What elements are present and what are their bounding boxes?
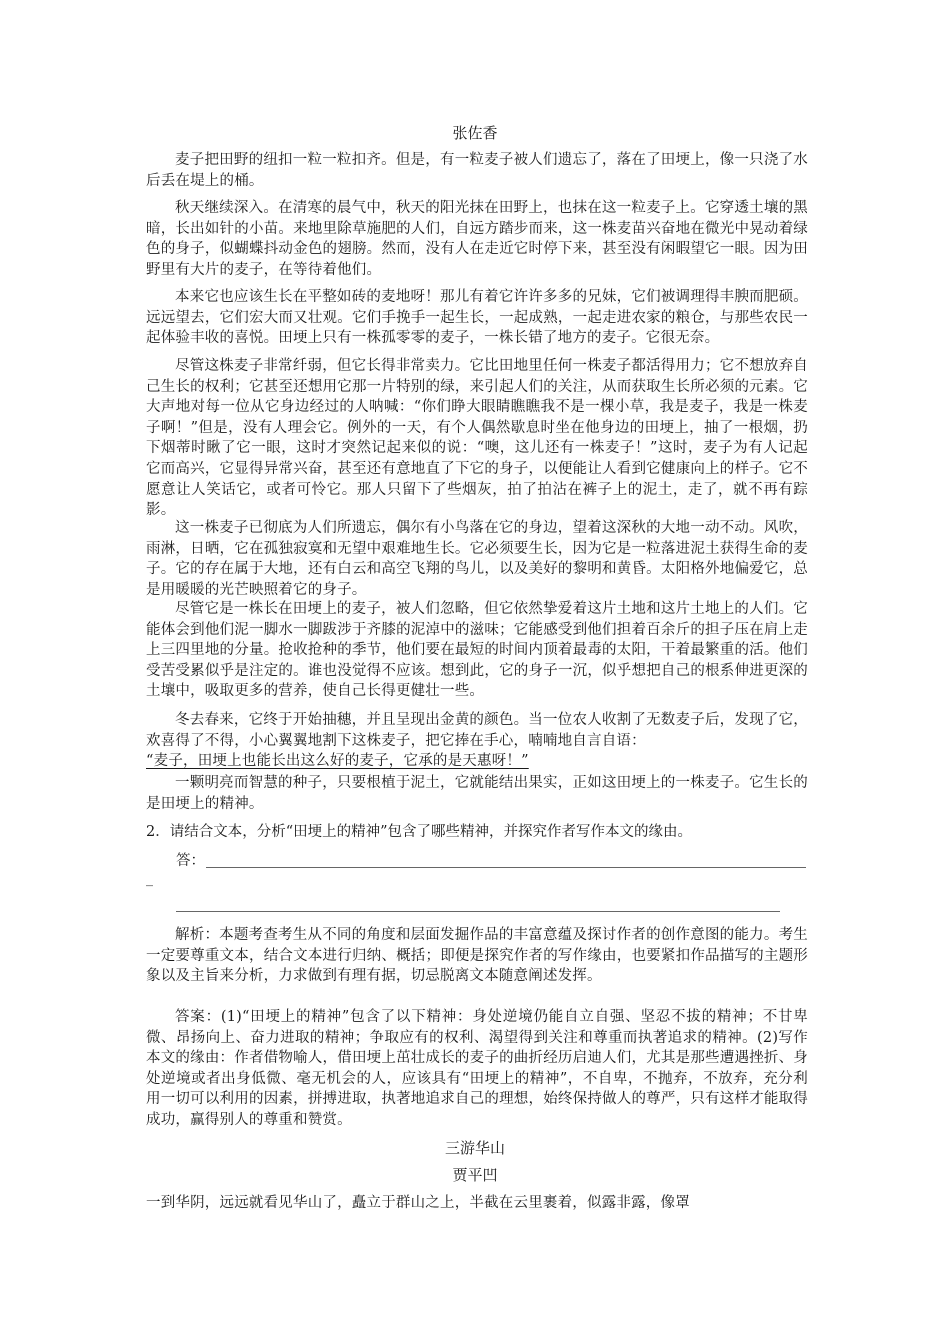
essay-paragraph-6: 尽管它是一株长在田埂上的麦子，被人们忽略，但它依然挚爱着这片土地和这片土地上的人们。它能体会到他们泥一脚水一脚跋涉于齐膝的泥淖中的滋味；它能感受到他们担着百余斤的担子压在肩上走上三四里地的分量。抢收抢种的季节，他们要在最短的时间内顶着最毒的太阳，干着最繁重的活。他们受苦受累似乎是注定的。谁也没觉得不应该。想到此，它的身子一沉，似乎想把自己的根系伸进更深的土壤中，吸取更多的营养，使自己长得更健壮一些。 <box>146 601 808 700</box>
answer-text: 答案：(1)“田埂上的精神”包含了以下精神：身处逆境仍能自立自强、坚忍不拔的精神；不甘卑微、昂扬向上、奋力进取的精神；争取应有的权利、渴望得到关注和尊重而执著追求的精神。(2)写作本文的缘由：作者借物喻人，借田埂上茁壮成长的麦子的曲折经历启迪人们，尤其是那些遭遇挫折、身处逆境或者出身低微、毫无机会的人，应该具有“田埂上的精神”，不自卑，不抛弃，不放弃，充分利用一切可以利用的因素，拼搏进取，执著地追求自己的理想，始终保持做人的尊严，只有这样才能取得成功，赢得别人的尊重和赞赏。 <box>146 1009 808 1128</box>
essay-paragraph-5: 这一株麦子已彻底为人们所遗忘，偶尔有小鸟落在它的身边，望着这深秋的大地一动不动。风吹，雨淋，日晒，它在孤独寂寞和无望中艰难地生长。它必须要生长，因为它是一粒落进泥土获得生命的麦子。它的存在属于大地，还有白云和高空飞翔的鸟儿，以及美好的黎明和黄昏。太阳格外地偏爱它，总是用暖暖的光芒映照着它的身子。 <box>146 520 808 598</box>
answer-dash: _ <box>146 871 153 887</box>
next-essay-title: 三游华山 <box>444 1139 505 1157</box>
essay-author: 张佐香 <box>452 124 498 142</box>
essay-paragraph-3: 本来它也应该生长在平整如砖的麦地呀！那儿有着它许许多多的兄妹，它们被调理得丰腴而肥硕。远远望去，它们宏大而又壮观。它们手挽手一起生长，一起成熟，一起走进农家的粮仓，与那些农民一起体验丰收的喜悦。田埂上只有一株孤零零的麦子，一株长错了地方的麦子。它很无奈。 <box>146 289 808 347</box>
answer-label: 答： <box>176 853 205 869</box>
essay-paragraph-1: 麦子把田野的纽扣一粒一粒扣齐。但是，有一粒麦子被人们遗忘了，落在了田埂上，像一只浇了水后丢在堤上的桶。 <box>146 152 808 189</box>
essay-paragraph-7 <box>146 710 808 772</box>
answer-line-2[interactable] <box>176 911 780 912</box>
next-essay-author: 贾平凹 <box>452 1166 498 1184</box>
essay-paragraph-8: 一颗明亮而智慧的种子，只要根植于泥土，它就能结出果实，正如这田埂上的一株麦子。它生长的是田埂上的精神。 <box>146 775 808 812</box>
analysis-text: 解析：本题考查考生从不同的角度和层面发掘作品的丰富意蕴及探讨作者的创作意图的能力。考生一定要尊重文本，结合文本进行归纳、概括；即便是探究作者的写作缘由，也要紧扣作品描写的主题形象以及主旨来分析，力求做到有理有据，切忌脱离文本随意阐述发挥。 <box>146 927 808 985</box>
essay-paragraph-4: 尽管这株麦子非常纤弱，但它长得非常卖力。它比田地里任何一株麦子都活得用力；它不想放弃自己生长的权利；它甚至还想用它那一片特别的绿，来引起人们的关注，从而获取生长所必须的元素。它大声地对每一位从它身边经过的人呐喊：“你们睁大眼睛瞧瞧我不是一棵小草，我是麦子，我是一株麦子啊！”但是，没有人理会它。例外的一天，有个人偶然歇息时坐在他身边的田埂上，抽了一根烟，扔下烟蒂时瞅了它一眼，这时才突然记起来似的说：“噢，这儿还有一株麦子！”这时，麦子为有人记起它而高兴，它显得异常兴奋，甚至还有意地直了下它的身子，以便能让人看到它健康向上的样子。它不愿意让人笑话它，或者可怜它。那人只留下了些烟灰，拍了拍沾在裤子上的泥土，走了，就不再有踪影。 <box>146 358 808 519</box>
essay-paragraph-7-text: 冬去春来，它终于开始抽穗，并且呈现出金黄的颜色。当一位农人收割了无数麦子后，发现了它，欢喜得了不得，小心翼翼地割下这株麦子，把它捧在手心，喃喃地自言自语： <box>146 712 808 749</box>
question-prompt: 2．请结合文本，分析“田埂上的精神”包含了哪些精神，并探究作者写作本文的缘由。 <box>146 824 693 840</box>
answer-line-1[interactable] <box>206 867 806 868</box>
essay-underlined-quote: “麦子，田埂上也能长出这么好的麦子，它承的是天惠呀！” <box>146 753 529 770</box>
essay-paragraph-2: 秋天继续深入。在清寒的晨气中，秋天的阳光抹在田野上，也抹在这一粒麦子上。它穿透土壤的黑暗，长出如针的小苗。来地里除草施肥的人们，自远方踏步而来，这一株麦苗兴奋地在微光中晃动着绿色的身子，似蝴蝶抖动金色的翅膀。然而，没有人在走近它时停下来，甚至没有闲暇望它一眼。因为田野里有大片的麦子，在等待着他们。 <box>146 200 808 278</box>
next-essay-first-line: 一到华阴，远远就看见华山了，矗立于群山之上，半截在云里裹着，似露非露，像罩 <box>146 1195 690 1211</box>
